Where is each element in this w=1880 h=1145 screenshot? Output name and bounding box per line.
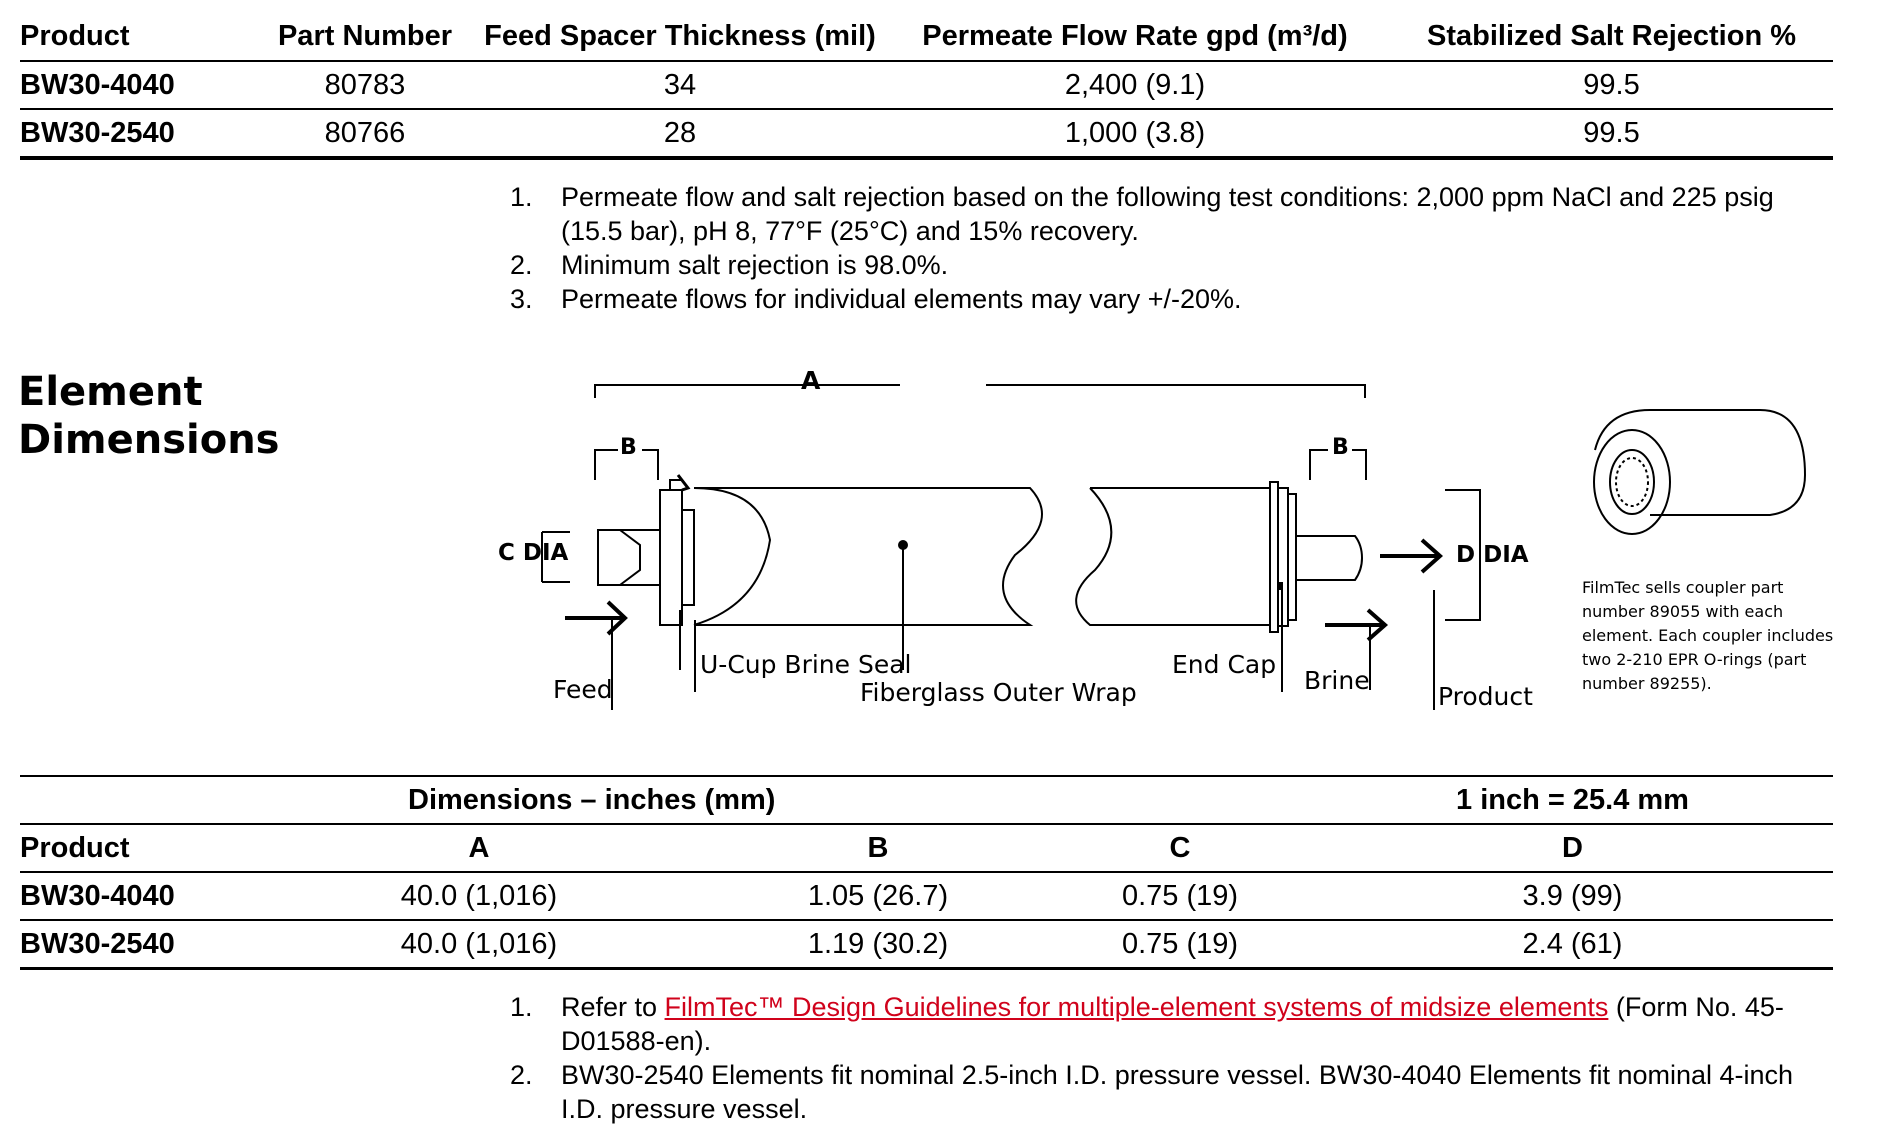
column-header-permeate-flow: Permeate Flow Rate gpd (m³/d) — [880, 12, 1390, 61]
cell-part-number: 80783 — [250, 61, 480, 109]
table-row — [20, 920, 1833, 968]
dimension-table — [20, 775, 1833, 969]
column-header-part-number: Part Number — [250, 12, 480, 61]
cell-product: BW30-2540 — [20, 920, 250, 968]
cell-part-number: 80766 — [250, 109, 480, 157]
product-tube — [1296, 536, 1362, 580]
note-item: 1. Permeate flow and salt rejection based on the following test conditions: 2,000 ppm NaCl and 225 psig (15.5 bar), pH 8, 77°F (25°C) and 15% recovery. — [510, 182, 1774, 246]
table-header-row — [20, 824, 1833, 872]
column-header-product: Product — [20, 12, 250, 61]
column-header-a: A — [250, 824, 708, 872]
note-item: 2. Minimum salt rejection is 98.0%. — [510, 250, 949, 280]
coupler-caption: FilmTec sells coupler part number 89055 with each element. Each coupler includes two 2-210 EPR O-rings (part number 89255). — [1582, 578, 1834, 693]
end-cap — [1270, 482, 1278, 632]
cell-c: 0.75 (19) — [1048, 920, 1312, 968]
table-group-header-row — [20, 776, 1833, 824]
specification-notes — [510, 180, 1830, 316]
column-header-feed-spacer: Feed Spacer Thickness (mil) — [480, 12, 880, 61]
cell-salt-rejection: 99.5 — [1390, 109, 1833, 157]
cell-d: 3.9 (99) — [1312, 872, 1833, 920]
dimensions-group-title: Dimensions – inches (mm) — [250, 776, 1048, 824]
cell-d: 2.4 (61) — [1312, 920, 1833, 968]
element-dimension-diagram — [470, 366, 1850, 730]
cell-salt-rejection: 99.5 — [1390, 61, 1833, 109]
dim-b-left-label: B — [620, 435, 637, 460]
note-text: BW30-2540 Elements fit nominal 2.5-inch I.D. pressure vessel. BW30-4040 Elements fit nominal 4-inch I.D. pressure vessel. — [561, 1060, 1794, 1124]
note-text: Minimum salt rejection is 98.0%. — [561, 250, 949, 280]
cell-permeate-flow: 1,000 (3.8) — [880, 109, 1390, 157]
table-bottom-rule — [20, 968, 1833, 970]
column-header-salt-rejection: Stabilized Salt Rejection % — [1390, 12, 1833, 61]
cell-product: BW30-4040 — [20, 61, 250, 109]
d-dia-label: D DIA — [1456, 542, 1529, 568]
column-header-product: Product — [20, 824, 250, 872]
note-item: 3. Permeate flows for individual elements may vary +/-20%. — [510, 284, 1242, 314]
design-guidelines-link[interactable]: FilmTec™ Design Guidelines for multiple-element systems of midsize elements — [664, 992, 1609, 1022]
left-pipe — [598, 530, 660, 585]
cell-c: 0.75 (19) — [1048, 872, 1312, 920]
cell-product: BW30-2540 — [20, 109, 250, 157]
coupler-drawing — [1594, 410, 1805, 534]
cell-permeate-flow: 2,400 (9.1) — [880, 61, 1390, 109]
dim-a-label: A — [801, 366, 821, 395]
cell-feed-spacer: 28 — [480, 109, 880, 157]
table-header-row — [20, 12, 1833, 61]
table-row — [20, 109, 1833, 157]
dim-b-right-label: B — [1332, 435, 1349, 460]
cell-feed-spacer: 34 — [480, 61, 880, 109]
end-cap-label: End Cap — [1172, 650, 1277, 679]
note-text: Permeate flows for individual elements may vary +/-20%. — [561, 284, 1242, 314]
dim-a-line — [595, 385, 1365, 398]
column-header-b: B — [708, 824, 1048, 872]
note-item: 2. BW30-2540 Elements fit nominal 2.5-inch I.D. pressure vessel. BW30-4040 Elements fit nominal 4-inch I.D. pressure vessel. — [510, 1060, 1794, 1124]
cell-b: 1.19 (30.2) — [708, 920, 1048, 968]
shell-left — [694, 488, 1042, 625]
cell-product: BW30-4040 — [20, 872, 250, 920]
cell-a: 40.0 (1,016) — [250, 920, 708, 968]
note-item: 1. Refer to FilmTec™ Design Guidelines for multiple-element systems of midsize elements (Form No. 45-D01588-en). — [510, 992, 1784, 1056]
column-header-d: D — [1312, 824, 1833, 872]
c-dia-label: C DIA — [498, 540, 569, 566]
ucup-brine-seal-label: U-Cup Brine Seal — [700, 650, 912, 679]
fiberglass-outer-wrap-label: Fiberglass Outer Wrap — [860, 678, 1137, 707]
left-fitting-inner — [682, 510, 694, 605]
section-title: Element Dimensions — [18, 369, 280, 463]
note-text: Permeate flow and salt rejection based on the following test conditions: 2,000 ppm NaCl and 225 psig (15.5 bar), pH 8, 77°F (25°C) and 15% recovery. — [561, 182, 1774, 246]
conversion-note: 1 inch = 25.4 mm — [1312, 776, 1833, 824]
table-bottom-rule — [20, 158, 1833, 160]
shell-right — [1076, 488, 1270, 625]
table-row — [20, 872, 1833, 920]
brine-label: Brine — [1304, 666, 1370, 695]
dimension-notes — [510, 990, 1830, 1126]
cell-b: 1.05 (26.7) — [708, 872, 1048, 920]
shell-cap-curve — [694, 488, 770, 625]
product-label: Product — [1438, 682, 1533, 711]
left-fitting — [660, 490, 682, 625]
cell-a: 40.0 (1,016) — [250, 872, 708, 920]
column-header-c: C — [1048, 824, 1312, 872]
left-pipe-cut — [620, 530, 640, 585]
feed-label: Feed — [553, 675, 613, 704]
specification-table — [20, 12, 1833, 158]
table-row — [20, 61, 1833, 109]
